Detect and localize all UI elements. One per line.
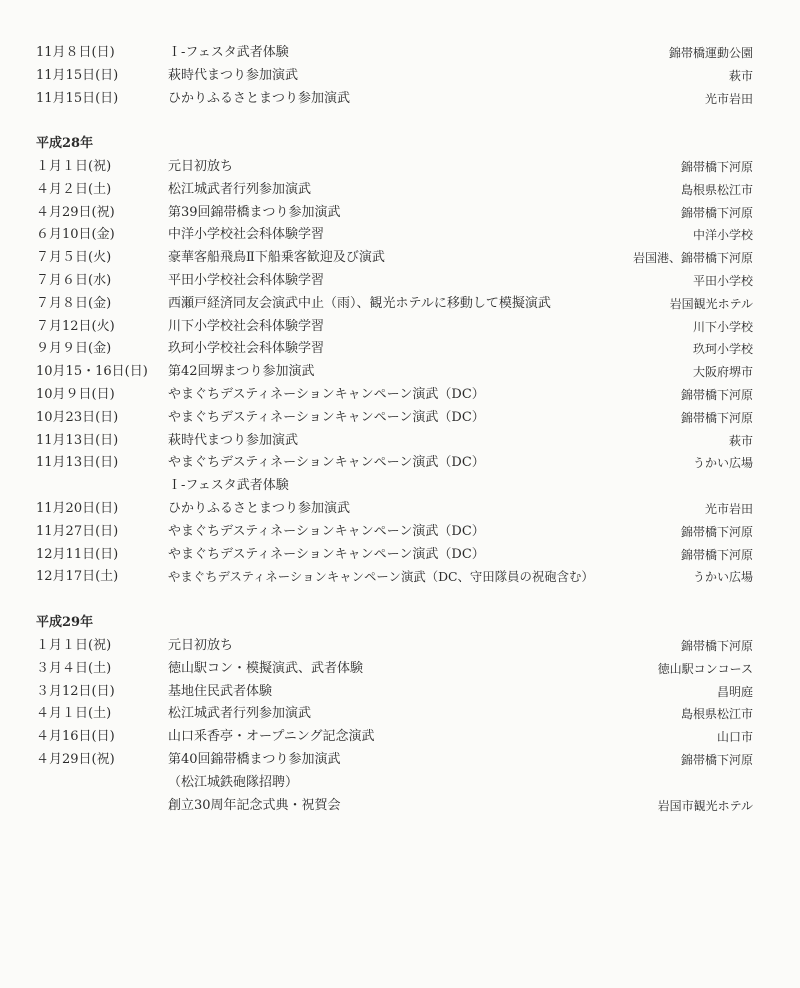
section-continuation <box>0 42 800 110</box>
entry-event: 第42回堺まつり参加演武 <box>168 364 315 380</box>
entry-place: 大阪府堺市 <box>692 365 753 380</box>
entry-event: 萩時代まつり参加演武 <box>168 432 299 448</box>
entry-place: 錦帯橋下河原 <box>680 752 753 767</box>
list-item <box>0 65 800 88</box>
list-item <box>0 293 800 316</box>
list-item <box>0 521 800 544</box>
entry-date: ４月１日(土) <box>36 706 112 722</box>
list-item <box>0 430 800 453</box>
entry-event: 豪華客船飛鳥Ⅱ下船乗客歓迎及び演武 <box>168 250 385 266</box>
list-item <box>0 361 800 384</box>
list-item <box>0 726 800 749</box>
entry-event: やまぐちデスティネーションキャンペーン演武（DC） <box>168 546 485 562</box>
entry-date: ３月12日(日) <box>36 683 115 699</box>
entry-date: ７月12日(火) <box>36 318 115 334</box>
entry-event: 第39回錦帯橋まつり参加演武 <box>168 204 341 220</box>
entry-date: ６月10日(金) <box>36 227 115 243</box>
entry-place: うかい広場 <box>692 570 753 585</box>
section-heisei-29 <box>0 635 800 817</box>
list-item <box>0 703 800 726</box>
list-item <box>0 795 800 818</box>
list-item <box>0 88 800 111</box>
entry-date: ７月６日(水) <box>36 272 112 288</box>
entry-event: 萩時代まつり参加演武 <box>168 67 299 83</box>
list-item <box>0 772 800 795</box>
entry-event: Ｉ-フェスタ武者体験 <box>168 478 289 494</box>
section-heisei-28 <box>0 156 800 589</box>
entry-date: ３月４日(土) <box>36 660 112 676</box>
entry-date: ４月16日(日) <box>36 729 115 745</box>
entry-date: 10月15・16日(日) <box>36 364 148 380</box>
entry-event: （松江城鉄砲隊招聘） <box>168 774 299 790</box>
list-item <box>0 179 800 202</box>
entry-date: 11月13日(日) <box>36 455 119 471</box>
entry-date: 11月13日(日) <box>36 432 119 448</box>
entry-date: 10月９日(日) <box>36 386 115 402</box>
entry-event: ひかりふるさとまつり参加演武 <box>168 90 351 106</box>
list-item <box>0 475 800 498</box>
entry-event: 西瀬戸経済同友会演武中止（雨）、観光ホテルに移動して模擬演武 <box>168 295 551 311</box>
entry-date: 11月15日(日) <box>36 67 119 83</box>
entry-event: 松江城武者行列参加演武 <box>168 181 312 197</box>
entry-date: ４月29日(祝) <box>36 751 115 767</box>
entry-event: 中洋小学校社会科体験学習 <box>168 227 325 243</box>
list-item <box>0 270 800 293</box>
entry-place: 錦帯橋下河原 <box>680 160 753 174</box>
entry-event: 川下小学校社会科体験学習 <box>168 318 325 334</box>
list-item <box>0 658 800 681</box>
entry-date: 11月27日(日) <box>36 523 119 539</box>
list-item <box>0 566 800 589</box>
list-item <box>0 202 800 225</box>
entry-event: やまぐちデスティネーションキャンペーン演武（DC） <box>168 523 485 539</box>
list-item <box>0 42 800 65</box>
entry-place: 島根県松江市 <box>680 182 753 197</box>
list-item <box>0 452 800 475</box>
list-item <box>0 635 800 658</box>
entry-event: 基地住民武者体験 <box>168 683 273 699</box>
entry-place: 錦帯橋下河原 <box>680 410 753 425</box>
entry-event: やまぐちデスティネーションキャンペーン演武（DC） <box>168 409 485 425</box>
entry-event: 山口釆香亭・オープニング記念演武 <box>168 729 375 745</box>
entry-place: 光市岩田 <box>704 501 753 516</box>
entry-date: ９月９日(金) <box>36 341 112 357</box>
entry-place: 平田小学校 <box>692 273 753 288</box>
entry-event: やまぐちデスティネーションキャンペーン演武（DC） <box>168 455 485 471</box>
list-item <box>0 384 800 407</box>
entry-event: やまぐちデスティネーションキャンペーン演武（DC、守田隊員の祝砲含む） <box>168 569 594 585</box>
entry-place: 錦帯橋下河原 <box>680 547 753 562</box>
list-item <box>0 247 800 270</box>
entry-event: 平田小学校社会科体験学習 <box>168 272 325 288</box>
entry-place: 岩国市観光ホテル <box>657 798 753 813</box>
list-item <box>0 224 800 247</box>
entry-date: 11月15日(日) <box>36 90 119 106</box>
entry-event: 徳山駅コン・模擬演武、武者体験 <box>168 660 364 676</box>
entry-event: ひかりふるさとまつり参加演武 <box>168 500 351 516</box>
entry-place: 光市岩田 <box>704 91 753 106</box>
entry-place: 川下小学校 <box>692 319 753 334</box>
entry-place: 錦帯橋下河原 <box>680 387 753 402</box>
entry-event: 創立30周年記念式典・祝賀会 <box>168 797 341 813</box>
entry-date: 10月23日(日) <box>36 409 119 425</box>
entry-event: 玖珂小学校社会科体験学習 <box>168 341 325 357</box>
entry-place: 錦帯橋下河原 <box>680 524 753 539</box>
entry-place: 岩国港、錦帯橋下河原 <box>632 251 753 266</box>
entry-place: 昌明庭 <box>716 684 753 699</box>
entry-event: 松江城武者行列参加演武 <box>168 706 312 722</box>
entry-event: やまぐちデスティネーションキャンペーン演武（DC） <box>168 386 485 402</box>
entry-place: 萩市 <box>728 433 753 448</box>
entry-place: 錦帯橋下河原 <box>680 639 753 653</box>
entry-place: 山口市 <box>716 730 753 745</box>
entry-event: 元日初放ち <box>168 159 234 174</box>
list-item <box>0 338 800 361</box>
entry-place: 中洋小学校 <box>692 228 753 243</box>
entry-place: 玖珂小学校 <box>692 342 753 357</box>
entry-place: 徳山駅コンコース <box>657 661 753 676</box>
year-heading: 平成29年 <box>36 615 94 630</box>
entry-place: 萩市 <box>728 68 753 83</box>
list-item <box>0 681 800 704</box>
entry-date: 12月17日(土) <box>36 569 119 585</box>
list-item <box>0 749 800 772</box>
entry-date: 12月11日(日) <box>36 546 119 562</box>
entry-event: 元日初放ち <box>168 638 234 653</box>
list-item <box>0 544 800 567</box>
entry-date: ７月５日(火) <box>36 250 112 266</box>
list-item <box>0 156 800 179</box>
list-item <box>0 498 800 521</box>
year-heading: 平成28年 <box>36 136 94 151</box>
entry-date: ４月２日(土) <box>36 181 112 197</box>
entry-place: 錦帯橋下河原 <box>680 205 753 220</box>
list-item <box>0 316 800 339</box>
entry-event: 第40回錦帯橋まつり参加演武 <box>168 751 341 767</box>
entry-date: １月１日(祝) <box>36 159 112 174</box>
entry-place: 岩国観光ホテル <box>669 296 753 311</box>
entry-place: 錦帯橋運動公園 <box>668 46 753 60</box>
entry-date: 11月20日(日) <box>36 500 119 516</box>
entry-place: 島根県松江市 <box>680 707 753 722</box>
entry-date: ４月29日(祝) <box>36 204 115 220</box>
entry-date: １月１日(祝) <box>36 638 112 653</box>
entry-date: 11月８日(日) <box>36 45 115 60</box>
entry-date: ７月８日(金) <box>36 295 112 311</box>
list-item <box>0 407 800 430</box>
entry-place: うかい広場 <box>692 456 753 471</box>
entry-event: Ｉ-フェスタ武者体験 <box>168 45 289 60</box>
